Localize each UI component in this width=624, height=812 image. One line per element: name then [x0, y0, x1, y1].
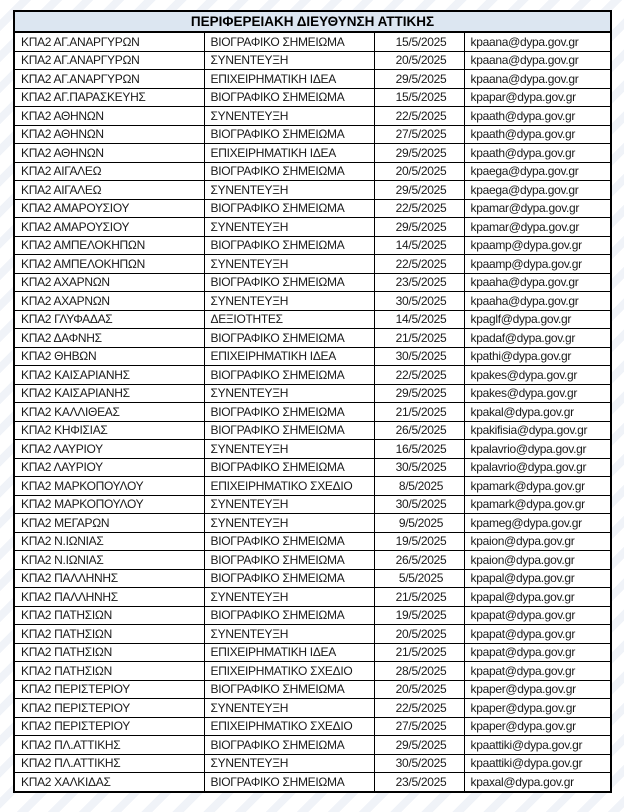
email-cell: kpapat@dypa.gov.gr	[464, 662, 611, 681]
office-cell: ΚΠΑ2 ΑΧΑΡΝΩΝ	[14, 273, 204, 292]
email-cell: kpaega@dypa.gov.gr	[464, 162, 611, 181]
date-cell: 23/5/2025	[374, 773, 464, 792]
email-cell: kpamark@dypa.gov.gr	[464, 477, 611, 496]
date-cell: 19/5/2025	[374, 532, 464, 551]
activity-cell: ΣΥΝΕΝΤΕΥΞΗ	[204, 699, 374, 718]
table-row	[14, 495, 611, 514]
office-cell: ΚΠΑ2 ΑΓ.ΑΝΑΡΓΥΡΩΝ	[14, 51, 204, 70]
email-cell: kpalavrio@dypa.gov.gr	[464, 458, 611, 477]
email-cell: kpaath@dypa.gov.gr	[464, 107, 611, 126]
date-cell: 22/5/2025	[374, 699, 464, 718]
email-cell: kpaana@dypa.gov.gr	[464, 32, 611, 51]
table-row	[14, 144, 611, 163]
activity-cell: ΕΠΙΧΕΙΡΗΜΑΤΙΚΗ ΙΔΕΑ	[204, 70, 374, 89]
date-cell: 29/5/2025	[374, 218, 464, 237]
email-cell: kpaattiki@dypa.gov.gr	[464, 754, 611, 773]
office-cell: ΚΠΑ2 ΑΘΗΝΩΝ	[14, 125, 204, 144]
email-cell: kpaxal@dypa.gov.gr	[464, 773, 611, 792]
table-row	[14, 107, 611, 126]
date-cell: 22/5/2025	[374, 107, 464, 126]
date-cell: 29/5/2025	[374, 384, 464, 403]
date-cell: 28/5/2025	[374, 662, 464, 681]
table-row	[14, 643, 611, 662]
activity-cell: ΣΥΝΕΝΤΕΥΞΗ	[204, 218, 374, 237]
office-cell: ΚΠΑ2 ΑΘΗΝΩΝ	[14, 107, 204, 126]
email-cell: kpapat@dypa.gov.gr	[464, 625, 611, 644]
table-row	[14, 273, 611, 292]
email-cell: kpamar@dypa.gov.gr	[464, 199, 611, 218]
activity-cell: ΒΙΟΓΡΑΦΙΚΟ ΣΗΜΕΙΩΜΑ	[204, 532, 374, 551]
activity-cell: ΒΙΟΓΡΑΦΙΚΟ ΣΗΜΕΙΩΜΑ	[204, 88, 374, 107]
table-row	[14, 421, 611, 440]
office-cell: ΚΠΑ2 ΧΑΛΚΙΔΑΣ	[14, 773, 204, 792]
date-cell: 19/5/2025	[374, 606, 464, 625]
activity-cell: ΣΥΝΕΝΤΕΥΞΗ	[204, 514, 374, 533]
email-cell: kpapat@dypa.gov.gr	[464, 643, 611, 662]
table-row	[14, 347, 611, 366]
table-row	[14, 218, 611, 237]
activity-cell: ΒΙΟΓΡΑΦΙΚΟ ΣΗΜΕΙΩΜΑ	[204, 366, 374, 385]
table-title: ΠΕΡΙΦΕΡΕΙΑΚΗ ΔΙΕΥΘΥΝΣΗ ΑΤΤΙΚΗΣ	[14, 11, 611, 32]
activity-cell: ΒΙΟΓΡΑΦΙΚΟ ΣΗΜΕΙΩΜΑ	[204, 199, 374, 218]
activity-cell: ΣΥΝΕΝΤΕΥΞΗ	[204, 754, 374, 773]
office-cell: ΚΠΑ2 Ν.ΙΩΝΙΑΣ	[14, 532, 204, 551]
office-cell: ΚΠΑ2 ΑΜΠΕΛΟΚΗΠΩΝ	[14, 236, 204, 255]
email-cell: kpaglf@dypa.gov.gr	[464, 310, 611, 329]
date-cell: 21/5/2025	[374, 643, 464, 662]
date-cell: 20/5/2025	[374, 51, 464, 70]
date-cell: 22/5/2025	[374, 366, 464, 385]
activity-cell: ΒΙΟΓΡΑΦΙΚΟ ΣΗΜΕΙΩΜΑ	[204, 421, 374, 440]
email-cell: kpameg@dypa.gov.gr	[464, 514, 611, 533]
email-cell: kpapal@dypa.gov.gr	[464, 569, 611, 588]
regional-directorate-schedule-table	[13, 10, 612, 793]
table-row	[14, 717, 611, 736]
office-cell: ΚΠΑ2 ΠΑΛΛΗΝΗΣ	[14, 569, 204, 588]
email-cell: kpaion@dypa.gov.gr	[464, 532, 611, 551]
activity-cell: ΕΠΙΧΕΙΡΗΜΑΤΙΚΗ ΙΔΕΑ	[204, 144, 374, 163]
email-cell: kpaion@dypa.gov.gr	[464, 551, 611, 570]
activity-cell: ΣΥΝΕΝΤΕΥΞΗ	[204, 625, 374, 644]
table-row	[14, 125, 611, 144]
office-cell: ΚΠΑ2 ΜΑΡΚΟΠΟΥΛΟΥ	[14, 495, 204, 514]
table-row	[14, 236, 611, 255]
table-row	[14, 458, 611, 477]
activity-cell: ΒΙΟΓΡΑΦΙΚΟ ΣΗΜΕΙΩΜΑ	[204, 329, 374, 348]
table-row	[14, 181, 611, 200]
email-cell: kpaattiki@dypa.gov.gr	[464, 736, 611, 755]
date-cell: 15/5/2025	[374, 32, 464, 51]
activity-cell: ΕΠΙΧΕΙΡΗΜΑΤΙΚΟ ΣΧΕΔΙΟ	[204, 717, 374, 736]
table-row	[14, 477, 611, 496]
office-cell: ΚΠΑ2 ΓΛΥΦΑΔΑΣ	[14, 310, 204, 329]
email-cell: kpaper@dypa.gov.gr	[464, 699, 611, 718]
date-cell: 20/5/2025	[374, 680, 464, 699]
date-cell: 21/5/2025	[374, 329, 464, 348]
activity-cell: ΒΙΟΓΡΑΦΙΚΟ ΣΗΜΕΙΩΜΑ	[204, 551, 374, 570]
email-cell: kpaana@dypa.gov.gr	[464, 70, 611, 89]
activity-cell: ΒΙΟΓΡΑΦΙΚΟ ΣΗΜΕΙΩΜΑ	[204, 606, 374, 625]
office-cell: ΚΠΑ2 ΑΓ.ΠΑΡΑΣΚΕΥΗΣ	[14, 88, 204, 107]
date-cell: 27/5/2025	[374, 717, 464, 736]
office-cell: ΚΠΑ2 ΜΑΡΚΟΠΟΥΛΟΥ	[14, 477, 204, 496]
email-cell: kpaper@dypa.gov.gr	[464, 680, 611, 699]
office-cell: ΚΠΑ2 ΚΑΛΛΙΘΕΑΣ	[14, 403, 204, 422]
office-cell: ΚΠΑ2 ΑΘΗΝΩΝ	[14, 144, 204, 163]
activity-cell: ΒΙΟΓΡΑΦΙΚΟ ΣΗΜΕΙΩΜΑ	[204, 32, 374, 51]
email-cell: kpathi@dypa.gov.gr	[464, 347, 611, 366]
activity-cell: ΔΕΞΙΟΤΗΤΕΣ	[204, 310, 374, 329]
office-cell: ΚΠΑ2 ΜΕΓΑΡΩΝ	[14, 514, 204, 533]
activity-cell: ΣΥΝΕΝΤΕΥΞΗ	[204, 440, 374, 459]
table-row	[14, 532, 611, 551]
table-row	[14, 551, 611, 570]
office-cell: ΚΠΑ2 ΠΕΡΙΣΤΕΡΙΟΥ	[14, 680, 204, 699]
office-cell: ΚΠΑ2 ΑΜΑΡΟΥΣΙΟΥ	[14, 199, 204, 218]
table-row	[14, 606, 611, 625]
table-row	[14, 292, 611, 311]
date-cell: 14/5/2025	[374, 310, 464, 329]
email-cell: kpapat@dypa.gov.gr	[464, 606, 611, 625]
date-cell: 30/5/2025	[374, 458, 464, 477]
date-cell: 9/5/2025	[374, 514, 464, 533]
date-cell: 29/5/2025	[374, 181, 464, 200]
table-row	[14, 199, 611, 218]
table-row	[14, 569, 611, 588]
email-cell: kpaath@dypa.gov.gr	[464, 144, 611, 163]
office-cell: ΚΠΑ2 ΑΙΓΑΛΕΩ	[14, 181, 204, 200]
office-cell: ΚΠΑ2 ΑΧΑΡΝΩΝ	[14, 292, 204, 311]
table-title-row	[14, 11, 611, 32]
office-cell: ΚΠΑ2 ΚΗΦΙΣΙΑΣ	[14, 421, 204, 440]
activity-cell: ΒΙΟΓΡΑΦΙΚΟ ΣΗΜΕΙΩΜΑ	[204, 458, 374, 477]
activity-cell: ΒΙΟΓΡΑΦΙΚΟ ΣΗΜΕΙΩΜΑ	[204, 162, 374, 181]
date-cell: 26/5/2025	[374, 421, 464, 440]
office-cell: ΚΠΑ2 ΑΓ.ΑΝΑΡΓΥΡΩΝ	[14, 70, 204, 89]
activity-cell: ΒΙΟΓΡΑΦΙΚΟ ΣΗΜΕΙΩΜΑ	[204, 569, 374, 588]
date-cell: 30/5/2025	[374, 754, 464, 773]
activity-cell: ΣΥΝΕΝΤΕΥΞΗ	[204, 255, 374, 274]
office-cell: ΚΠΑ2 ΠΑΤΗΣΙΩΝ	[14, 662, 204, 681]
activity-cell: ΣΥΝΕΝΤΕΥΞΗ	[204, 588, 374, 607]
activity-cell: ΒΙΟΓΡΑΦΙΚΟ ΣΗΜΕΙΩΜΑ	[204, 125, 374, 144]
activity-cell: ΣΥΝΕΝΤΕΥΞΗ	[204, 107, 374, 126]
office-cell: ΚΠΑ2 Ν.ΙΩΝΙΑΣ	[14, 551, 204, 570]
email-cell: kpaamp@dypa.gov.gr	[464, 255, 611, 274]
date-cell: 29/5/2025	[374, 70, 464, 89]
date-cell: 5/5/2025	[374, 569, 464, 588]
activity-cell: ΒΙΟΓΡΑΦΙΚΟ ΣΗΜΕΙΩΜΑ	[204, 273, 374, 292]
office-cell: ΚΠΑ2 ΠΕΡΙΣΤΕΡΙΟΥ	[14, 717, 204, 736]
table-row	[14, 680, 611, 699]
email-cell: kpaaha@dypa.gov.gr	[464, 273, 611, 292]
email-cell: kpaper@dypa.gov.gr	[464, 717, 611, 736]
table-row	[14, 384, 611, 403]
date-cell: 27/5/2025	[374, 125, 464, 144]
activity-cell: ΣΥΝΕΝΤΕΥΞΗ	[204, 292, 374, 311]
date-cell: 29/5/2025	[374, 736, 464, 755]
email-cell: kpapar@dypa.gov.gr	[464, 88, 611, 107]
table-body	[14, 32, 611, 792]
office-cell: ΚΠΑ2 ΛΑΥΡΙΟΥ	[14, 458, 204, 477]
activity-cell: ΒΙΟΓΡΑΦΙΚΟ ΣΗΜΕΙΩΜΑ	[204, 773, 374, 792]
date-cell: 20/5/2025	[374, 625, 464, 644]
office-cell: ΚΠΑ2 ΚΑΙΣΑΡΙΑΝΗΣ	[14, 384, 204, 403]
activity-cell: ΣΥΝΕΝΤΕΥΞΗ	[204, 181, 374, 200]
activity-cell: ΣΥΝΕΝΤΕΥΞΗ	[204, 384, 374, 403]
office-cell: ΚΠΑ2 ΠΑΛΛΗΝΗΣ	[14, 588, 204, 607]
date-cell: 8/5/2025	[374, 477, 464, 496]
date-cell: 15/5/2025	[374, 88, 464, 107]
table-row	[14, 588, 611, 607]
email-cell: kpakal@dypa.gov.gr	[464, 403, 611, 422]
office-cell: ΚΠΑ2 ΠΑΤΗΣΙΩΝ	[14, 606, 204, 625]
table-row	[14, 403, 611, 422]
email-cell: kpakes@dypa.gov.gr	[464, 366, 611, 385]
table-row	[14, 366, 611, 385]
date-cell: 22/5/2025	[374, 255, 464, 274]
email-cell: kpaaha@dypa.gov.gr	[464, 292, 611, 311]
email-cell: kpamark@dypa.gov.gr	[464, 495, 611, 514]
email-cell: kpakifisia@dypa.gov.gr	[464, 421, 611, 440]
table-row	[14, 699, 611, 718]
table-row	[14, 51, 611, 70]
table-row	[14, 625, 611, 644]
email-cell: kpalavrio@dypa.gov.gr	[464, 440, 611, 459]
email-cell: kpamar@dypa.gov.gr	[464, 218, 611, 237]
date-cell: 14/5/2025	[374, 236, 464, 255]
date-cell: 30/5/2025	[374, 495, 464, 514]
office-cell: ΚΠΑ2 ΑΙΓΑΛΕΩ	[14, 162, 204, 181]
activity-cell: ΒΙΟΓΡΑΦΙΚΟ ΣΗΜΕΙΩΜΑ	[204, 680, 374, 699]
date-cell: 21/5/2025	[374, 403, 464, 422]
activity-cell: ΒΙΟΓΡΑΦΙΚΟ ΣΗΜΕΙΩΜΑ	[204, 236, 374, 255]
office-cell: ΚΠΑ2 ΑΜΑΡΟΥΣΙΟΥ	[14, 218, 204, 237]
date-cell: 22/5/2025	[374, 199, 464, 218]
email-cell: kpaamp@dypa.gov.gr	[464, 236, 611, 255]
office-cell: ΚΠΑ2 ΠΕΡΙΣΤΕΡΙΟΥ	[14, 699, 204, 718]
office-cell: ΚΠΑ2 ΠΛ.ΑΤΤΙΚΗΣ	[14, 736, 204, 755]
table-row	[14, 32, 611, 51]
date-cell: 16/5/2025	[374, 440, 464, 459]
email-cell: kpaath@dypa.gov.gr	[464, 125, 611, 144]
table-row	[14, 754, 611, 773]
table-row	[14, 255, 611, 274]
activity-cell: ΕΠΙΧΕΙΡΗΜΑΤΙΚΗ ΙΔΕΑ	[204, 347, 374, 366]
activity-cell: ΣΥΝΕΝΤΕΥΞΗ	[204, 495, 374, 514]
date-cell: 20/5/2025	[374, 162, 464, 181]
date-cell: 30/5/2025	[374, 292, 464, 311]
office-cell: ΚΠΑ2 ΛΑΥΡΙΟΥ	[14, 440, 204, 459]
office-cell: ΚΠΑ2 ΠΑΤΗΣΙΩΝ	[14, 625, 204, 644]
office-cell: ΚΠΑ2 ΠΑΤΗΣΙΩΝ	[14, 643, 204, 662]
activity-cell: ΣΥΝΕΝΤΕΥΞΗ	[204, 51, 374, 70]
office-cell: ΚΠΑ2 ΠΛ.ΑΤΤΙΚΗΣ	[14, 754, 204, 773]
activity-cell: ΒΙΟΓΡΑΦΙΚΟ ΣΗΜΕΙΩΜΑ	[204, 736, 374, 755]
table-row	[14, 329, 611, 348]
table-row	[14, 88, 611, 107]
office-cell: ΚΠΑ2 ΔΑΦΝΗΣ	[14, 329, 204, 348]
table-row	[14, 310, 611, 329]
table-row	[14, 736, 611, 755]
table-row	[14, 662, 611, 681]
activity-cell: ΒΙΟΓΡΑΦΙΚΟ ΣΗΜΕΙΩΜΑ	[204, 403, 374, 422]
table-row	[14, 773, 611, 792]
office-cell: ΚΠΑ2 ΑΓ.ΑΝΑΡΓΥΡΩΝ	[14, 32, 204, 51]
date-cell: 30/5/2025	[374, 347, 464, 366]
date-cell: 29/5/2025	[374, 144, 464, 163]
table-row	[14, 70, 611, 89]
email-cell: kpaega@dypa.gov.gr	[464, 181, 611, 200]
table-row	[14, 440, 611, 459]
date-cell: 23/5/2025	[374, 273, 464, 292]
office-cell: ΚΠΑ2 ΘΗΒΩΝ	[14, 347, 204, 366]
table-row	[14, 514, 611, 533]
office-cell: ΚΠΑ2 ΚΑΙΣΑΡΙΑΝΗΣ	[14, 366, 204, 385]
activity-cell: ΕΠΙΧΕΙΡΗΜΑΤΙΚΟ ΣΧΕΔΙΟ	[204, 662, 374, 681]
email-cell: kpapal@dypa.gov.gr	[464, 588, 611, 607]
office-cell: ΚΠΑ2 ΑΜΠΕΛΟΚΗΠΩΝ	[14, 255, 204, 274]
email-cell: kpaana@dypa.gov.gr	[464, 51, 611, 70]
activity-cell: ΕΠΙΧΕΙΡΗΜΑΤΙΚΟ ΣΧΕΔΙΟ	[204, 477, 374, 496]
email-cell: kpakes@dypa.gov.gr	[464, 384, 611, 403]
activity-cell: ΕΠΙΧΕΙΡΗΜΑΤΙΚΗ ΙΔΕΑ	[204, 643, 374, 662]
date-cell: 26/5/2025	[374, 551, 464, 570]
email-cell: kpadaf@dypa.gov.gr	[464, 329, 611, 348]
date-cell: 21/5/2025	[374, 588, 464, 607]
table-row	[14, 162, 611, 181]
